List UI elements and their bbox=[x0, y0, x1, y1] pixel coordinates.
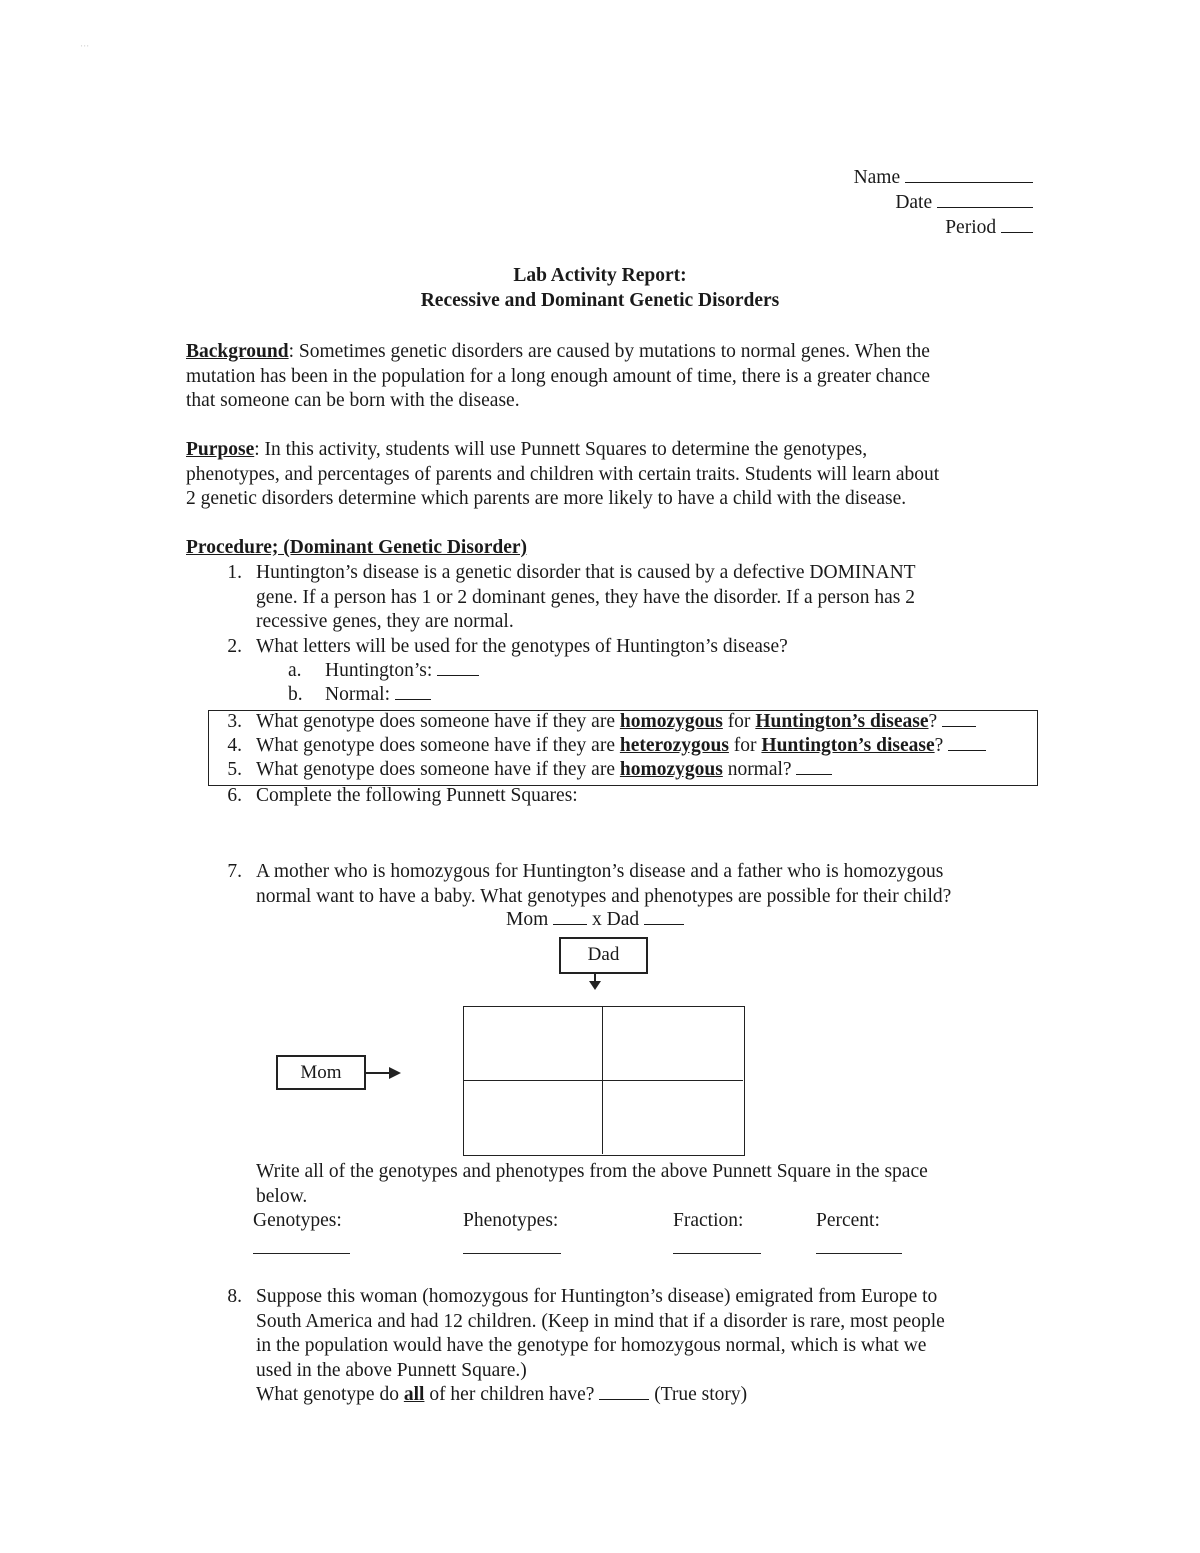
phenotypes-blank[interactable] bbox=[463, 1253, 561, 1254]
question-3-text: for bbox=[722, 711, 756, 732]
punnett-cell[interactable] bbox=[603, 1007, 743, 1081]
question-3-text: What genotype does someone have if they are bbox=[256, 711, 620, 732]
emphasis-term: Huntington’s disease bbox=[761, 735, 935, 756]
purpose-line: 2 genetic disorders determine which parents are more likely to have a child with the disease. bbox=[186, 488, 907, 509]
date-field[interactable] bbox=[895, 191, 1033, 216]
question-number: 1. bbox=[227, 562, 242, 583]
punnett-square bbox=[463, 1006, 745, 1156]
normal-blank[interactable] bbox=[395, 683, 431, 700]
dad-box: Dad bbox=[559, 937, 648, 974]
punnett-cell[interactable] bbox=[464, 1081, 603, 1154]
question-1-line: recessive genes, they are normal. bbox=[256, 611, 514, 632]
answer-blank[interactable] bbox=[942, 710, 976, 727]
period-label: Period bbox=[945, 217, 997, 238]
question-4-text: ? bbox=[934, 735, 944, 756]
question-6: Complete the following Punnett Squares: bbox=[256, 785, 578, 806]
question-5-text: normal? bbox=[722, 759, 792, 780]
punnett-instruction bbox=[256, 1160, 1036, 1209]
question-1 bbox=[256, 561, 1036, 635]
down-arrow-icon bbox=[588, 972, 602, 992]
answer-blank[interactable] bbox=[796, 758, 832, 775]
page-subtitle: Recessive and Dominant Genetic Disorders bbox=[420, 290, 780, 311]
purpose-section bbox=[186, 438, 1026, 512]
period-field[interactable] bbox=[945, 216, 1033, 241]
children-genotype-blank[interactable] bbox=[599, 1383, 649, 1400]
question-8-line: South America and had 12 children. (Keep in mind that if a disorder is rare, most people bbox=[256, 1310, 945, 1332]
page-title: Lab Activity Report: bbox=[513, 265, 687, 286]
huntingtons-label: Huntington’s: bbox=[325, 660, 433, 681]
question-3-text: ? bbox=[928, 711, 938, 732]
dad-genotype-blank[interactable] bbox=[644, 908, 684, 925]
emphasis-term: Huntington’s disease bbox=[755, 711, 929, 732]
answer-blank[interactable] bbox=[948, 734, 986, 751]
date-blank[interactable] bbox=[937, 191, 1033, 208]
normal-label: Normal: bbox=[325, 684, 390, 705]
emphasis-term: heterozygous bbox=[619, 735, 729, 756]
true-story-note: (True story) bbox=[654, 1384, 748, 1405]
date-label: Date bbox=[895, 192, 933, 213]
parent-cross bbox=[506, 908, 684, 933]
question-number: 7. bbox=[227, 861, 242, 882]
instruction-line: below. bbox=[256, 1185, 308, 1207]
mom-genotype-blank[interactable] bbox=[553, 908, 587, 925]
question-8-line: in the population would have the genotype for homozygous normal, which is what we bbox=[256, 1335, 927, 1356]
question-8-prompt[interactable] bbox=[256, 1383, 1036, 1408]
background-section bbox=[186, 340, 1026, 414]
question-4[interactable] bbox=[256, 734, 1036, 759]
emphasis-term: homozygous bbox=[619, 759, 723, 780]
question-4-text: What genotype does someone have if they are bbox=[256, 735, 620, 756]
prompt-text: of her children have? bbox=[424, 1384, 600, 1405]
normal-letter-field[interactable] bbox=[325, 683, 431, 708]
percent-blank[interactable] bbox=[816, 1253, 902, 1254]
background-line: mutation has been in the population for a long enough amount of time, there is a greater chance bbox=[186, 365, 931, 387]
huntingtons-letter-field[interactable] bbox=[325, 659, 479, 684]
purpose-label: Purpose bbox=[186, 439, 255, 460]
question-number: 4. bbox=[227, 735, 242, 756]
question-number: 3. bbox=[227, 711, 242, 732]
question-1-line: Huntington’s disease is a genetic disorder that is caused by a defective DOMINANT bbox=[256, 562, 916, 583]
instruction-line: Write all of the genotypes and phenotypes from the above Punnett Square in the space bbox=[256, 1161, 928, 1182]
punnett-cell[interactable] bbox=[464, 1007, 603, 1081]
question-7 bbox=[256, 860, 1036, 909]
background-line: that someone can be born with the disease. bbox=[186, 390, 520, 411]
emphasis-term: all bbox=[403, 1384, 425, 1405]
right-arrow-icon bbox=[365, 1066, 403, 1080]
scan-artifact: ⋅⋅⋅ bbox=[80, 41, 90, 51]
question-8-line: Suppose this woman (homozygous for Huntington’s disease) emigrated from Europe to bbox=[256, 1286, 938, 1307]
huntingtons-blank[interactable] bbox=[437, 659, 479, 676]
phenotypes-header: Phenotypes: bbox=[463, 1210, 559, 1231]
question-4-text: for bbox=[728, 735, 762, 756]
question-7-line: A mother who is homozygous for Huntington’s disease and a father who is homozygous bbox=[256, 861, 944, 882]
fraction-header: Fraction: bbox=[673, 1210, 744, 1231]
question-2: What letters will be used for the genotypes of Huntington’s disease? bbox=[256, 636, 788, 657]
background-label: Background bbox=[186, 341, 289, 362]
question-5[interactable] bbox=[256, 758, 1036, 783]
question-1-line: gene. If a person has 1 or 2 dominant genes, they have the disorder. If a person has 2 bbox=[256, 586, 916, 608]
punnett-cell[interactable] bbox=[603, 1081, 743, 1154]
percent-header: Percent: bbox=[816, 1210, 880, 1231]
genotypes-header: Genotypes: bbox=[253, 1210, 342, 1231]
name-field[interactable] bbox=[854, 166, 1033, 191]
question-number: 6. bbox=[227, 785, 242, 806]
procedure-heading: Procedure; (Dominant Genetic Disorder) bbox=[186, 537, 527, 558]
question-number: 5. bbox=[227, 759, 242, 780]
question-7-line: normal want to have a baby. What genotypes and phenotypes are possible for their child? bbox=[256, 885, 952, 907]
period-blank[interactable] bbox=[1001, 216, 1033, 233]
cross-mom-label: Mom bbox=[506, 909, 549, 930]
prompt-text: What genotype do bbox=[256, 1384, 404, 1405]
question-5-text: What genotype does someone have if they are bbox=[256, 759, 620, 780]
purpose-line: phenotypes, and percentages of parents and children with certain traits. Students will learn about bbox=[186, 463, 940, 485]
fraction-blank[interactable] bbox=[673, 1253, 761, 1254]
purpose-line: : In this activity, students will use Punnett Squares to determine the genotypes, bbox=[254, 439, 868, 460]
question-number: 2. bbox=[227, 636, 242, 657]
name-label: Name bbox=[853, 167, 901, 188]
question-3[interactable] bbox=[256, 710, 1036, 735]
sub-letter: b. bbox=[288, 684, 303, 705]
question-number: 8. bbox=[227, 1286, 242, 1307]
cross-dad-label: x Dad bbox=[592, 909, 640, 930]
name-blank[interactable] bbox=[905, 166, 1033, 183]
sub-letter: a. bbox=[288, 660, 302, 681]
question-8 bbox=[256, 1285, 1036, 1408]
genotypes-blank[interactable] bbox=[253, 1253, 350, 1254]
question-8-line: used in the above Punnett Square.) bbox=[256, 1359, 527, 1381]
background-line: : Sometimes genetic disorders are caused by mutations to normal genes. When the bbox=[288, 341, 930, 362]
mom-box: Mom bbox=[276, 1055, 366, 1090]
emphasis-term: homozygous bbox=[619, 711, 723, 732]
